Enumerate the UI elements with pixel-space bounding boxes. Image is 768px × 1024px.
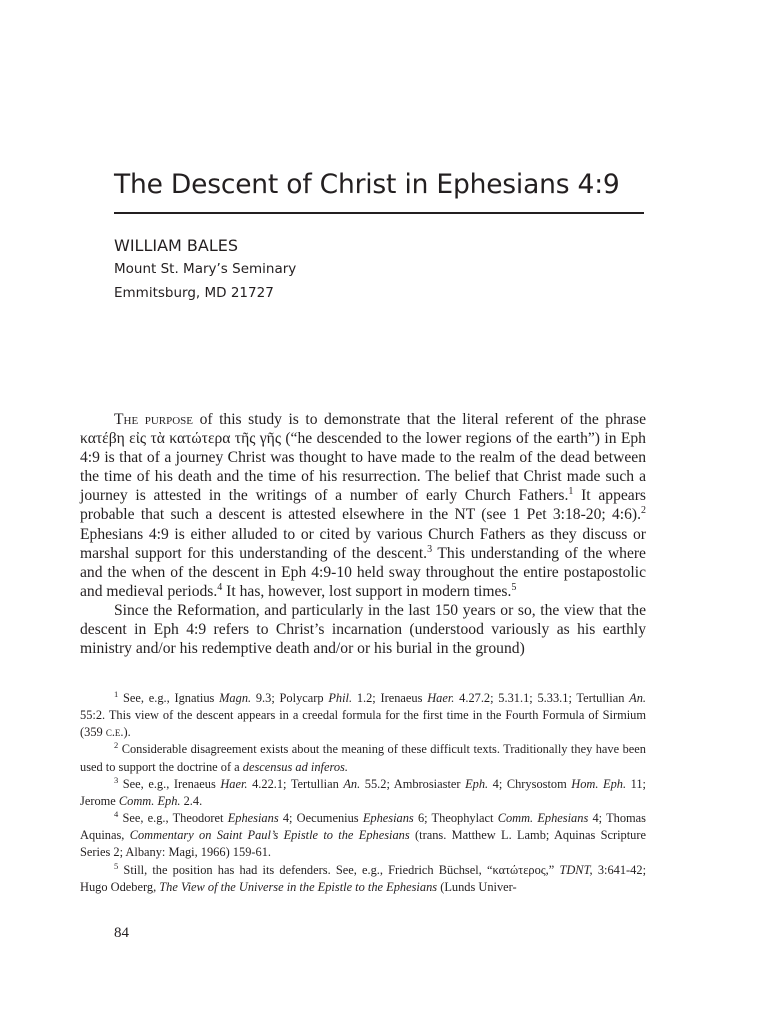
body-paragraph-2: Since the Reformation, and particularly in the last 150 years or so, the view that the descent in Eph 4:9 refers to Christ’s incarnation (understood variously as his earthly ministry and/or his redemptive death and/or or his burial in the ground) [80,601,646,658]
footnote-ref: 4 [217,581,223,593]
footnotes [80,690,646,896]
title-rule [114,212,644,214]
footnote-2: $^2$ Considerable disagreement exists about the meaning of these difficult texts. Traditionally they have been used to support the doctrine of a descensus ad inferos. [80,740,646,774]
author-name: WILLIAM BALES [114,236,239,255]
article-title: The Descent of Christ in Ephesians 4:9 [114,169,620,200]
footnote-ref: 2 [641,505,646,517]
paragraph-lead-in: The purpose [114,411,194,428]
footnote-4: $^4$ See, e.g., Theodoret Ephesians 4; Oecumenius Ephesians 6; Theophylact Comm. Ephesians 4; Thomas Aquinas, Commentary on Saint Paul’s Epistle to the Ephesians (trans. Matthew L. Lamb; Aquinas Scripture Series 2; Albany: Magi, 1966) 159-61. [80,808,647,860]
footnote-ref: 3 [427,543,433,555]
author-address: Emmitsburg, MD 21727 [114,285,274,301]
footnote-5: $^5$ Still, the position has had its defenders. See, e.g., Friedrich Büchsel, “κατώτερος,” TDNT, 3:641-42; Hugo Odeberg, The View of the Universe in the Epistle to the Ephesians (Lunds Univer- [80,860,647,894]
footnote-ref: 1 [568,486,574,498]
body-paragraph-1: The purpose of this study is to demonstrate that the literal referent of the phrase κατέβη εἰς τὰ κατώτερα τῆς γῆς (“he descended to the lower regions of the earth”) in Eph 4:9 is that of a journey Christ was thought to have made to the realm of the dead between the time of his death and the time of his resurrection. The belief that Christ made such a journey is attested in the writings of a number of early Church Fathers.$^1$ It appears probable that such a descent is attested elsewhere in the NT (see 1 Pet 3:18-20; 4:6).$^2$ Ephesians 4:9 is either alluded to or cited by various Church Fathers as they discuss or marshal support for this understanding of the descent.$^3$ This understanding of the where and the when of the descent in Eph 4:9-10 held sway throughout the entire postapostolic and medieval periods.$^4$ It has, however, lost support in modern times.$^5$ [80,411,646,600]
author-affiliation: Mount St. Mary’s Seminary [114,261,297,277]
footnote-1: $^1$ See, e.g., Ignatius Magn. 9.3; Polycarp Phil. 1.2; Irenaeus Haer. 4.27.2; 5.31.1; 5.33.1; Tertullian An. 55:2. This view of the descent appears in a creedal formula for the first time in the Fourth Formula of Sirmium (359 c.e.). [80,688,646,740]
article-body [80,410,646,658]
greek-phrase: κατέβη εἰς τὰ κατώτερα τῆς γῆς [80,430,281,448]
footnote-3: $^3$ See, e.g., Irenaeus Haer. 4.22.1; Tertullian An. 55.2; Ambrosiaster Eph. 4; Chrysostom Hom. Eph. 11; Jerome Comm. Eph. 2.4. [80,774,646,808]
footnote-ref: 5 [511,581,517,593]
page-number: 84 [114,925,129,941]
